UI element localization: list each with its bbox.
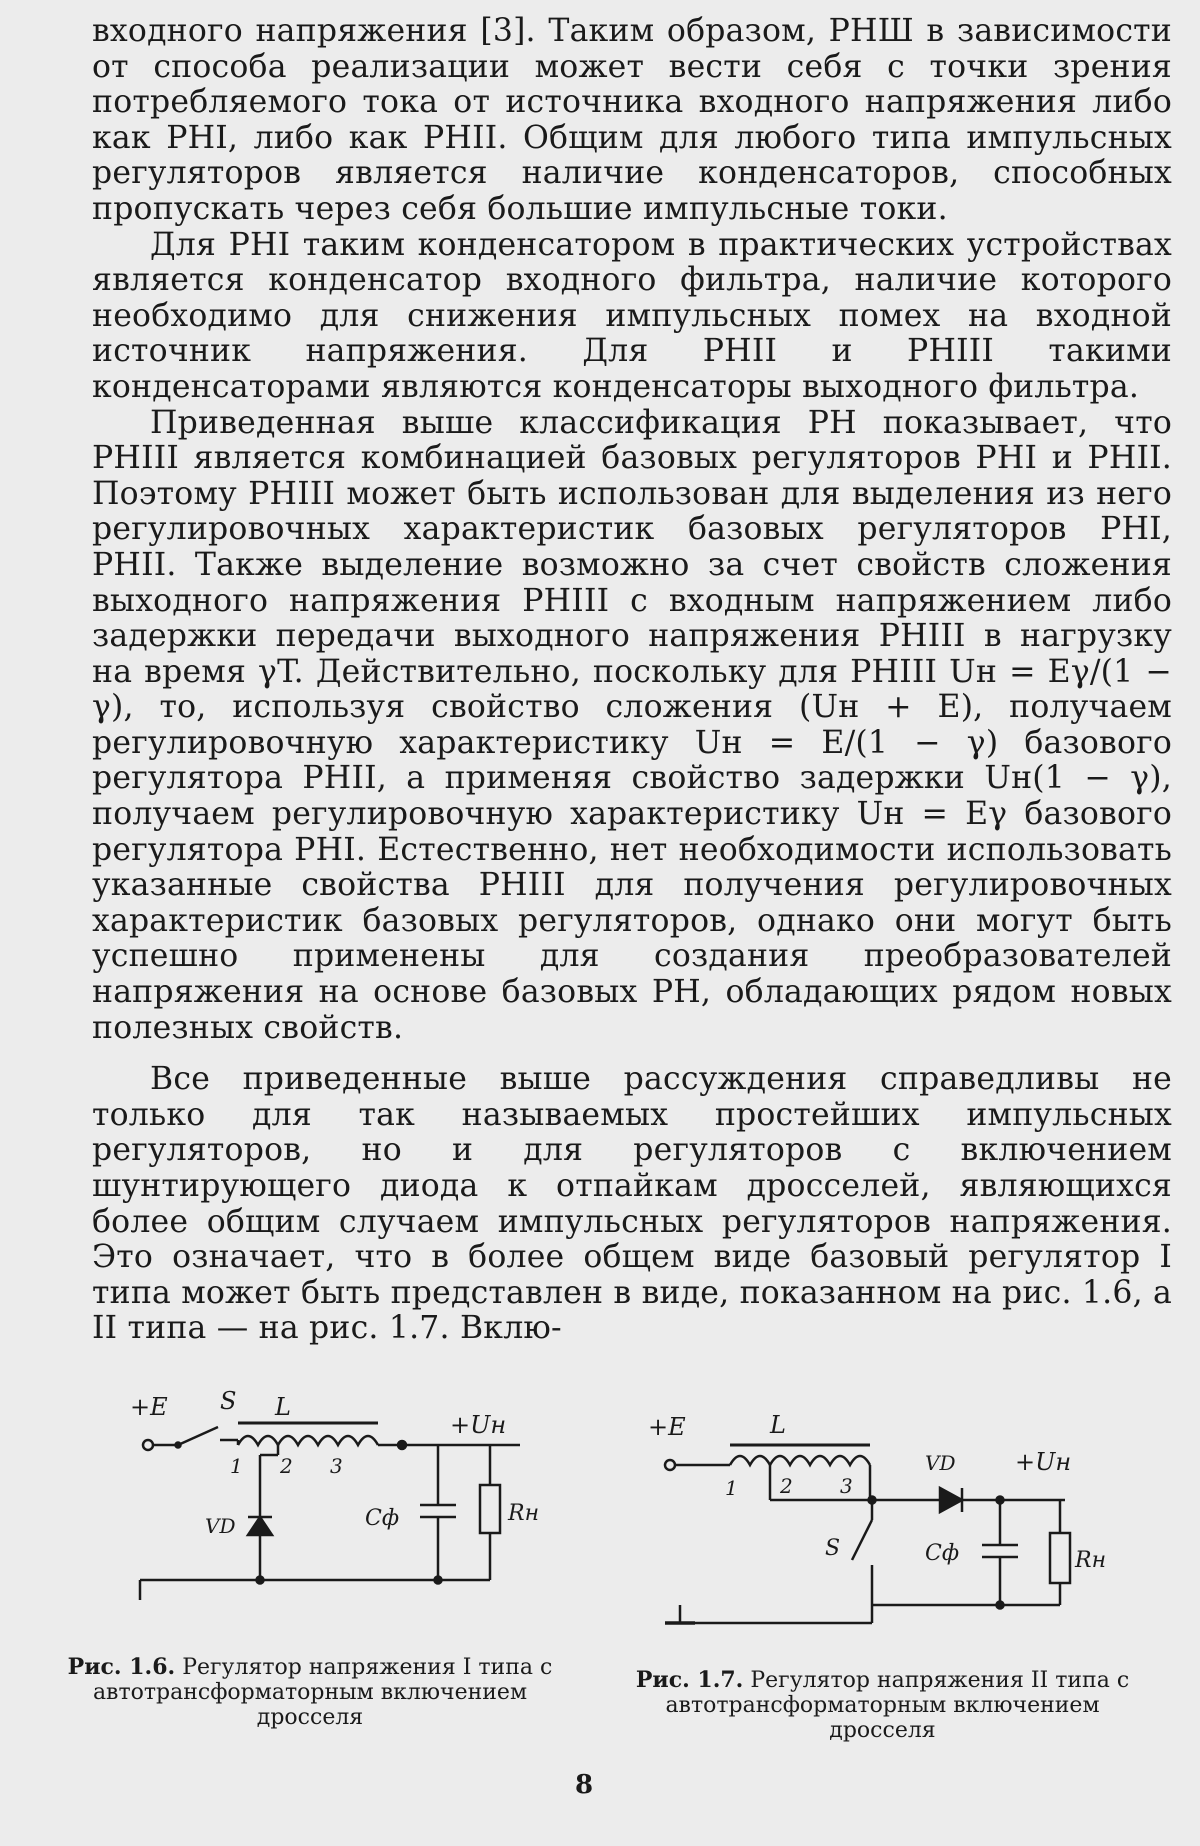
fig17-diode-label: VD xyxy=(925,1451,956,1475)
fig17-inductor-label: L xyxy=(770,1411,786,1439)
page-number: 8 xyxy=(575,1770,594,1800)
switch-s xyxy=(852,1520,872,1560)
figure-1-7-caption-label: Рис. 1.7. xyxy=(635,1667,744,1693)
diode-vd xyxy=(940,1488,962,1512)
figure-1-7-caption xyxy=(615,1668,1150,1743)
fig17-capacitor-label: Cф xyxy=(925,1541,960,1566)
figure-1-6-caption-label: Рис. 1.6. xyxy=(67,1654,176,1680)
fig16-diode-label: VD xyxy=(205,1514,236,1538)
figure-1-7-caption-text: Регулятор напряжения II типа с автотрансформаторным включением дросселя xyxy=(665,1668,1130,1743)
figure-1-6 xyxy=(120,1385,580,1630)
paragraph-4: Все приведенные выше рассуждения справедливы не только для так называемых простейших импульсных регуляторов, но и для регуляторов с включением шунтирующего диода к отпайкам дросселей, являющихся более общим случаем импульсных регуляторов напряжения. Это означает, что в более общем виде базовый регулятор I типа может быть представлен в виде, показанном на рис. 1.6, а II типа — на рис. 1.7. Вклю- xyxy=(92,1061,1172,1347)
fig17-tap3-label: 3 xyxy=(840,1474,853,1498)
paragraph-1: входного напряжения [3]. Таким образом, РНШ в зависимости от способа реализации может вести себя с точки зрения потребляемого тока от источника входного напряжения либо как РНI, либо как РНII. Общим для любого типа импульсных регуляторов является наличие конденсаторов, способных пропускать через себя большие импульсные токи. xyxy=(92,13,1172,227)
fig16-load-label: Rн xyxy=(508,1501,540,1526)
input-terminal xyxy=(143,1440,153,1450)
diode-vd xyxy=(248,1517,272,1535)
fig16-tap1-label: 1 xyxy=(230,1454,243,1478)
fig16-tap3-label: 3 xyxy=(330,1454,343,1478)
inductor-l xyxy=(730,1456,870,1465)
load-rn xyxy=(480,1485,500,1533)
fig17-load-label: Rн xyxy=(1075,1548,1107,1573)
fig16-plus-e-label: +E xyxy=(130,1393,168,1421)
fig16-switch-label: S xyxy=(220,1387,237,1415)
fig16-capacitor-label: Cф xyxy=(365,1506,400,1531)
fig16-plus-u-label: +Uн xyxy=(450,1411,507,1439)
fig17-plus-e-label: +E xyxy=(648,1413,686,1441)
input-terminal xyxy=(665,1460,675,1470)
inductor-l xyxy=(238,1436,378,1445)
figure-1-7 xyxy=(640,1395,1120,1640)
figure-1-6-caption xyxy=(40,1655,580,1730)
fig17-tap1-label: 1 xyxy=(725,1476,738,1500)
fig17-tap2-label: 2 xyxy=(780,1474,793,1498)
paragraph-2: Для РНI таким конденсатором в практических устройствах является конденсатор входного фильтра, наличие которого необходимо для снижения импульсных помех на входной источник напряжения. Для РНII и РНIII такими конденсаторами являются конденсаторы выходного фильтра. xyxy=(92,226,1172,405)
fig17-switch-label: S xyxy=(825,1536,841,1561)
switch-s xyxy=(178,1427,218,1445)
body-text xyxy=(92,14,1172,1347)
figure-1-6-caption-text: Регулятор напряжения I типа с автотрансформаторным включением дросселя xyxy=(92,1655,553,1730)
fig16-inductor-label: L xyxy=(275,1393,291,1421)
fig16-tap2-label: 2 xyxy=(280,1454,293,1478)
load-rn xyxy=(1050,1533,1070,1583)
paragraph-3: Приведенная выше классификация РН показывает, что РНIII является комбинацией базовых регуляторов РНI и РНII. Поэтому РНIII может быть использован для выделения из него регулировочных характеристик базовых регуляторов РНI, РНII. Также выделение возможно за счет свойств сложения выходного напряжения РНIII с входным напряжением либо задержки передачи выходного напряжения РНIII в нагрузку на время γT. Действительно, поскольку для РНIII Uн = Eγ/(1 − γ), то, используя свойство сложения (Uн + E), получаем регулировочную характеристику Uн = E/(1 − γ) базового регулятора РНII, а применяя свойство задержки Uн(1 − γ), получаем регулировочную характеристику Uн = Eγ базового регулятора РНI. Естественно, нет необходимости использовать указанные свойства РНIII для получения регулировочных характеристик базовых регуляторов, однако они могут быть успешно применены для создания преобразователей напряжения на основе базовых РН, обладающих рядом новых полезных свойств. xyxy=(92,404,1172,1046)
fig17-plus-u-label: +Uн xyxy=(1015,1448,1072,1476)
